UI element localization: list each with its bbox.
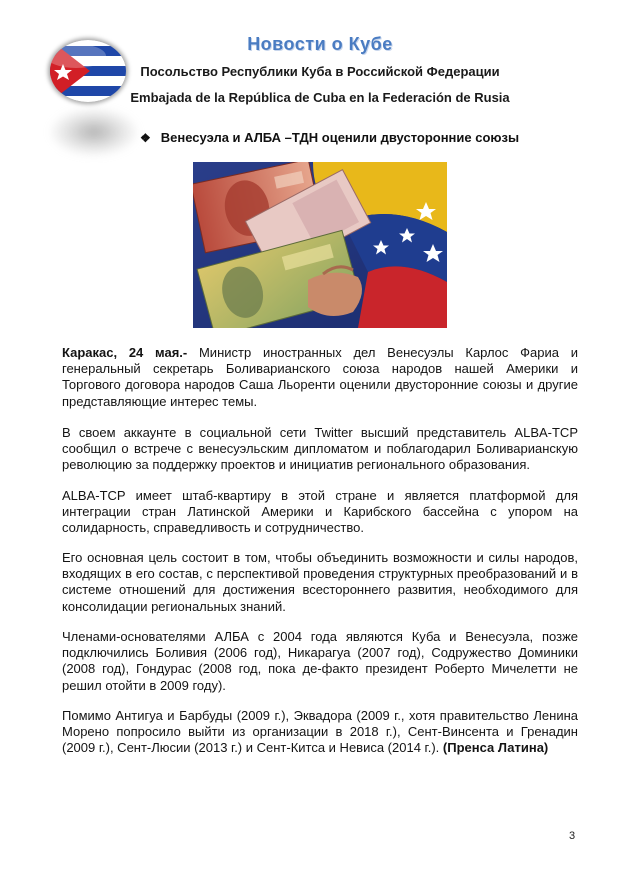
diamond-bullet-icon: ❖ xyxy=(140,131,151,145)
paragraph-6-text: Помимо Антигуа и Барбуды (2009 г.), Эквадора (2009 г., хотя правительство Ленина Морено попросило выйти из организации в 2018 г.), Сент-Винсента и Гренадин (2009 г.), Сент-Люсии (2013 г.) и Сент-Китса и Невиса (2014 г.). xyxy=(62,708,578,756)
paragraph-5: Членами-основателями АЛБА с 2004 года являются Куба и Венесуэла, позже подключились Боливия (2006 год), Никарагуа (2007 год), Содружество Доминики (2008 год), Гондурас (2008 год, пока де-факто президент Роберто Мичелетти не решил отойти в 2009 году). xyxy=(62,629,578,693)
logo-reflection xyxy=(50,108,138,156)
dateline: Каракас, 24 мая.- xyxy=(62,345,188,360)
paragraph-4: Его основная цель состоит в том, чтобы объединить возможности и силы народов, входящих в его состав, с перспективой проведения структурных преобразований и в системе отношений для достижения всестороннего развития, необходимого для консолидации региональных знаний. xyxy=(62,550,578,614)
page-number: 3 xyxy=(569,830,576,842)
paragraph-1 xyxy=(62,345,578,410)
newsletter-title: Новости о Кубе xyxy=(247,34,393,54)
paragraph-3: ALBA-TCP имеет штаб-квартиру в этой стране и является платформой для интеграции стран Латинской Америки и Карибского бассейна с упором на солидарность, справедливость и сотрудничество. xyxy=(62,488,578,536)
paragraph-6 xyxy=(62,708,578,757)
paragraph-1-text: Министр иностранных дел Венесуэлы Карлос Фариа и генеральный секретарь Боливарианского союза народов нашей Америки и Торгового договора народов Саша Льоренти оценили двусторонние союзы и другие представляющие интерес темы. xyxy=(62,345,579,409)
headline-text: Венесуэла и АЛБА –ТДН оценили двусторонние союзы xyxy=(160,130,520,145)
news-source: (Пренса Латина) xyxy=(442,740,549,756)
embassy-name-ru: Посольство Республики Куба в Российской Федерации xyxy=(140,64,500,79)
embassy-name-es: Embajada de la República de Cuba en la Federación de Rusia xyxy=(130,90,510,105)
article-photo-banknotes-flag xyxy=(193,162,447,328)
article-headline xyxy=(140,130,519,145)
paragraph-2: В своем аккаунте в социальной сети Twitter высший представитель ALBA-TCP сообщил о встрече с венесуэльским дипломатом и поблагодарил Боливарианскую революцию за поддержку проектов и инициатив регионального образования. xyxy=(62,425,578,473)
